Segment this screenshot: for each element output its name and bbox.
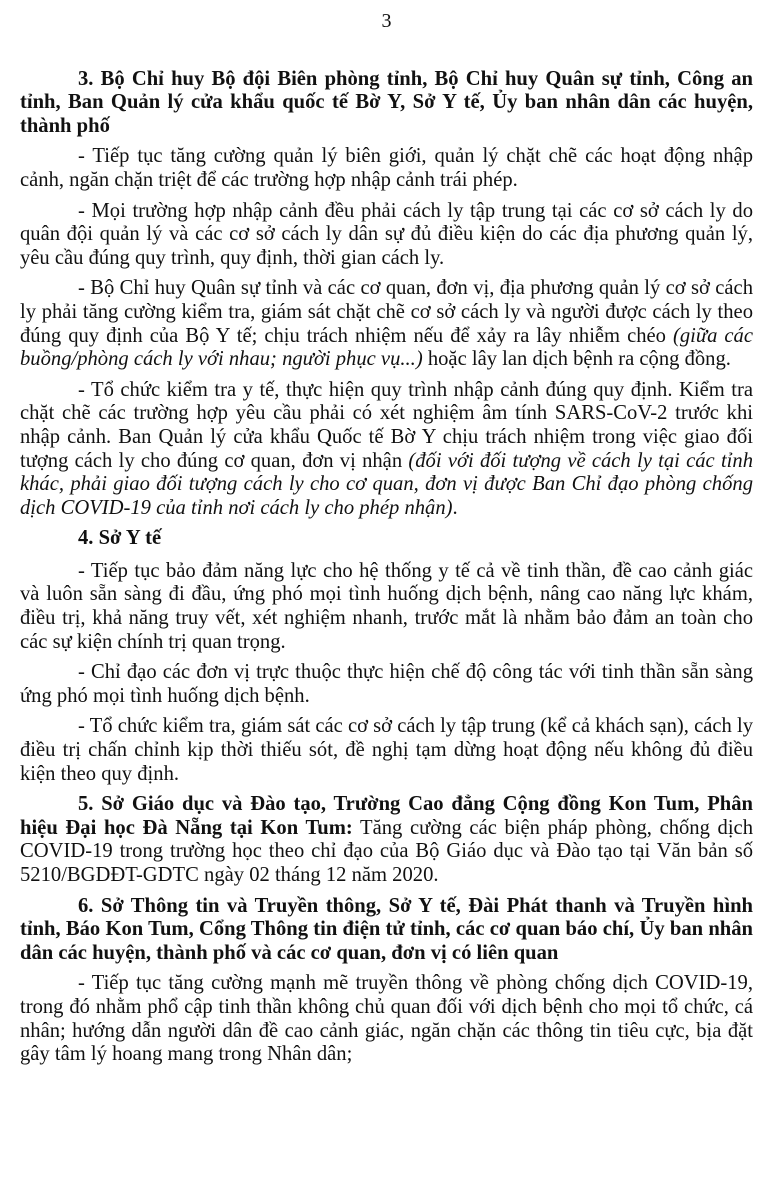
section-4-paragraph-1: - Tiếp tục bảo đảm năng lực cho hệ thống y tế cả về tinh thần, đề cao cảnh giác và luôn sẵn sàng đi đầu, ứng phó mọi tình huống dịch bệnh, nâng cao năng lực khám, điều trị, khả năng truy vết, xét nghiệm nhanh, trước mắt là nhằm bảo đảm an toàn cho các sự kiện chính trị quan trọng.: [20, 559, 753, 653]
section-3-paragraph-3-italic: (giữa các buồng/phòng cách ly với nhau; người phục vụ...): [20, 324, 753, 371]
section-3-paragraph-3-text: - Bộ Chỉ huy Quân sự tỉnh và các cơ quan, đơn vị, địa phương quản lý cơ sở cách ly phải tăng cường kiểm tra, giám sát chặt chẽ cơ sở cách ly và người được cách ly theo đúng quy định của Bộ Y tế; chịu trách nhiệm nếu để xảy ra lây nhiễm chéo: [20, 277, 753, 347]
section-3-paragraph-3: [20, 277, 753, 371]
section-4-paragraph-2: - Chỉ đạo các đơn vị trực thuộc thực hiện chế độ công tác với tinh thần sẵn sàng ứng phó mọi tình huống dịch bệnh.: [20, 661, 753, 707]
section-6-paragraph-1: - Tiếp tục tăng cường mạnh mẽ truyền thông về phòng chống dịch COVID-19, trong đó nhằm phổ cập tinh thần không chủ quan đối với dịch bệnh cho mọi tổ chức, cá nhân; hướng dẫn người dân đề cao cảnh giác, ngăn chặn các thông tin tiêu cực, bịa đặt gây tâm lý hoang mang trong Nhân dân;: [20, 972, 753, 1066]
section-4-heading: 4. Sở Y tế: [78, 527, 162, 550]
section-4-paragraph-3: - Tổ chức kiểm tra, giám sát các cơ sở cách ly tập trung (kể cả khách sạn), cách ly điều trị chấn chỉnh kịp thời thiếu sót, đề nghị tạm dừng hoạt động nếu không đủ điều kiện theo quy định.: [20, 715, 753, 785]
section-5-heading: 5. Sở Giáo dục và Đào tạo, Trường Cao đẳng Cộng đồng Kon Tum, Phân hiệu Đại học Đà Nẵng tại Kon Tum:: [20, 793, 753, 839]
section-3-paragraph-4-tail: .: [452, 496, 458, 519]
section-5-paragraph: [20, 793, 753, 887]
section-3-paragraph-3-tail: hoặc lây lan dịch bệnh ra cộng đồng.: [422, 348, 731, 371]
section-3-paragraph-1: - Tiếp tục tăng cường quản lý biên giới, quản lý chặt chẽ các hoạt động nhập cảnh, ngăn chặn triệt để các trường hợp nhập cảnh trái phép.: [20, 145, 753, 191]
section-3-paragraph-4: [20, 379, 753, 521]
page-number: 3: [381, 10, 392, 32]
section-6-heading: 6. Sở Thông tin và Truyền thông, Sở Y tế, Đài Phát thanh và Truyền hình tỉnh, Báo Kon Tum, Cổng Thông tin điện tử tỉnh, các cơ quan báo chí, Ủy ban nhân dân các huyện, thành phố và các cơ quan, đơn vị có liên quan: [20, 894, 753, 964]
section-3-paragraph-2: - Mọi trường hợp nhập cảnh đều phải cách ly tập trung tại các cơ sở cách ly do quân đội quản lý và các cơ sở cách ly dân sự đủ điều kiện do các địa phương quản lý, yêu cầu đúng quy trình, quy định, thời gian cách ly.: [20, 199, 753, 269]
section-5-text: Tăng cường các biện pháp phòng, chống dịch COVID-19 trong trường học theo chỉ đạo của Bộ Giáo dục và Đào tạo tại Văn bản số 5210/BGDĐT-GDTC ngày 02 tháng 12 năm 2020.: [20, 816, 753, 886]
section-3-heading: 3. Bộ Chỉ huy Bộ đội Biên phòng tỉnh, Bộ Chỉ huy Quân sự tỉnh, Công an tỉnh, Ban Quản lý cửa khẩu quốc tế Bờ Y, Sở Y tế, Ủy ban nhân dân các huyện, thành phố: [20, 67, 753, 137]
section-3-paragraph-4-text: - Tổ chức kiểm tra y tế, thực hiện quy trình nhập cảnh đúng quy định. Kiểm tra chặt chẽ các trường hợp yêu cầu phải có xét nghiệm âm tính SARS-CoV-2 trước khi nhập cảnh. Ban Quản lý cửa khẩu Quốc tế Bờ Y chịu trách nhiệm trong việc giao đối tượng cách ly cho đúng cơ quan, đơn vị nhận: [20, 378, 753, 472]
section-3-paragraph-4-italic: (đối với đối tượng về cách ly tại các tỉnh khác, phải giao đối tượng cách ly cho cơ quan, đơn vị được Ban Chỉ đạo phòng chống dịch COVID-19 của tỉnh nơi cách ly cho phép nhận): [20, 449, 753, 519]
